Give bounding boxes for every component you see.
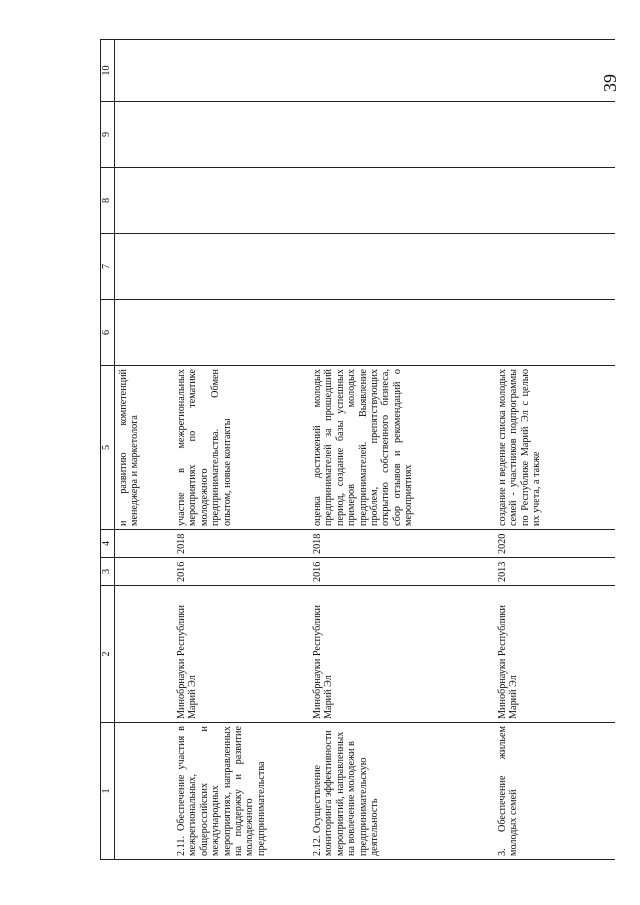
column-header: 7 xyxy=(101,234,115,300)
executor-cell: Минобрнауки Республики Марий Эл xyxy=(304,586,489,723)
empty-cell xyxy=(115,40,169,102)
column-header: 10 xyxy=(101,40,115,102)
column-header: 2 xyxy=(101,586,115,723)
column-header: 3 xyxy=(101,558,115,586)
column-header: 9 xyxy=(101,102,115,168)
empty-cell xyxy=(168,40,304,102)
empty-cell xyxy=(489,300,615,366)
result-cell: участие в межрегиональных мероприятиях по тематике молодежного предпринимательства. Обмен опытом, новые контакты xyxy=(168,366,304,530)
empty-cell xyxy=(115,102,169,168)
result-cell: создание и ведение списка молодых семей - участников подпрограммы по Республике Марий Эл с целью их учета, а также xyxy=(489,366,615,530)
table-row xyxy=(168,40,304,860)
empty-cell xyxy=(304,234,489,300)
result-cell: оценка достижений молодых предпринимателей за прошедший период, создание базы успешных примеров молодых предпринимателей. Выявление проблем, препятствующих открытию собственного бизнеса, сбор отзывов и рекомендаций о мероприятиях xyxy=(304,366,489,530)
end-year-cell xyxy=(115,530,169,558)
executor-cell xyxy=(115,586,169,723)
empty-cell xyxy=(168,300,304,366)
table-row xyxy=(489,40,615,860)
column-header: 8 xyxy=(101,168,115,234)
column-header: 6 xyxy=(101,300,115,366)
empty-cell xyxy=(115,234,169,300)
table-row xyxy=(115,40,169,860)
end-year-cell: 2020 xyxy=(489,530,615,558)
empty-cell xyxy=(489,40,615,102)
header-row xyxy=(101,40,115,860)
empty-cell xyxy=(115,300,169,366)
start-year-cell xyxy=(115,558,169,586)
start-year-cell: 2016 xyxy=(304,558,489,586)
column-header: 5 xyxy=(101,366,115,530)
empty-cell xyxy=(168,168,304,234)
empty-cell xyxy=(168,234,304,300)
end-year-cell: 2018 xyxy=(304,530,489,558)
executor-cell: Минобрнауки Республики Марий Эл xyxy=(168,586,304,723)
end-year-cell: 2018 xyxy=(168,530,304,558)
empty-cell xyxy=(489,102,615,168)
empty-cell xyxy=(489,234,615,300)
empty-cell xyxy=(304,300,489,366)
empty-cell xyxy=(489,168,615,234)
event-cell: 3. Обеспечение жильем молодых семей xyxy=(489,723,615,860)
program-table xyxy=(100,39,615,860)
table-row xyxy=(304,40,489,860)
start-year-cell: 2016 xyxy=(168,558,304,586)
event-cell: 2.12. Осуществление мониторинга эффективности мероприятий, направленных на вовлечение молодежи в предпринимательскую деятельность xyxy=(304,723,489,860)
empty-cell xyxy=(304,168,489,234)
empty-cell xyxy=(304,40,489,102)
page-number: 39 xyxy=(600,74,620,92)
empty-cell xyxy=(304,102,489,168)
start-year-cell: 2013 xyxy=(489,558,615,586)
event-cell xyxy=(115,723,169,860)
rotated-table-container xyxy=(100,40,620,860)
column-header: 4 xyxy=(101,530,115,558)
empty-cell xyxy=(168,102,304,168)
executor-cell: Минобрнауки Республики Марий Эл xyxy=(489,586,615,723)
result-cell: и развитию компетенций менеджера и маркетолога xyxy=(115,366,169,530)
column-header: 1 xyxy=(101,723,115,860)
event-cell: 2.11. Обеспечение участия в межрегиональных, общероссийских и международных мероприятиях, направленных на поддержку и развитие молодежного предпринимательства xyxy=(168,723,304,860)
empty-cell xyxy=(115,168,169,234)
